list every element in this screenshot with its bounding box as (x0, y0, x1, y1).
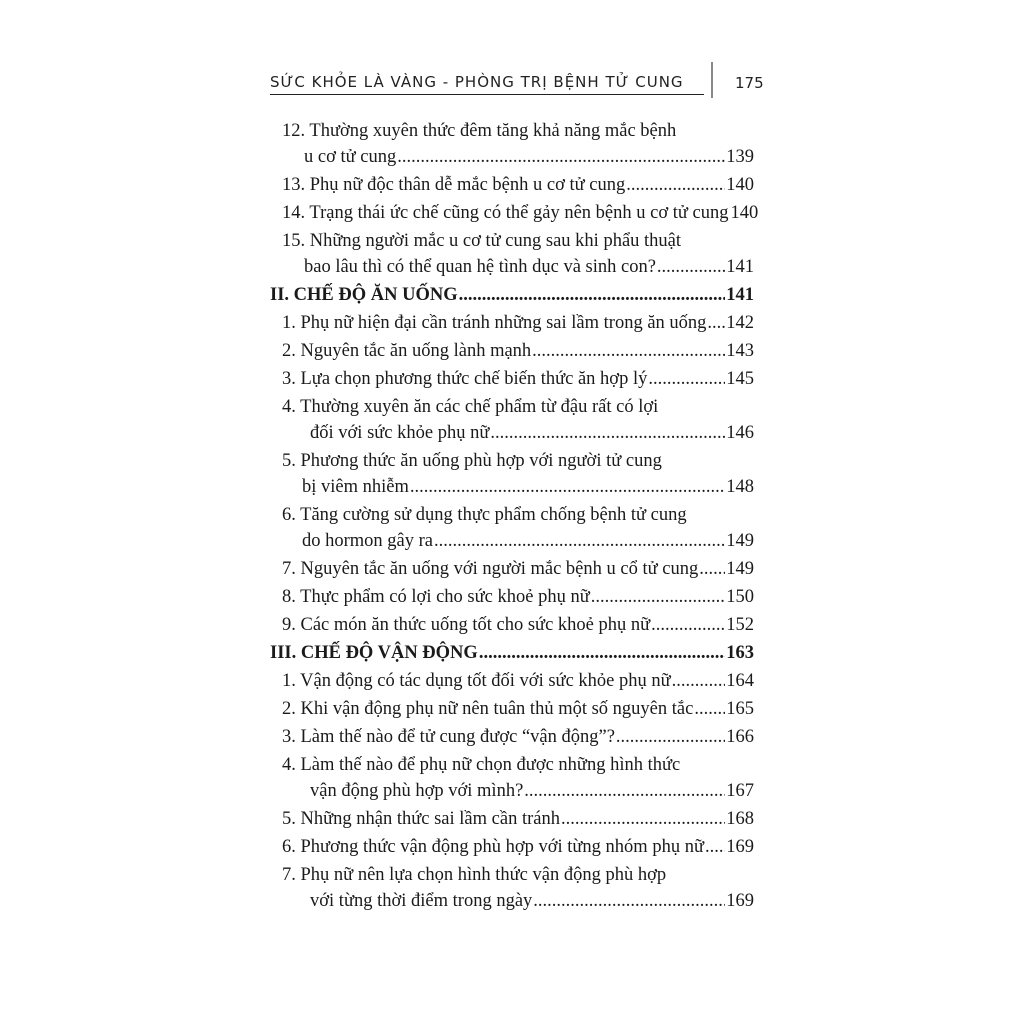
toc-entry-text: 8. Thực phẩm có lợi cho sức khoẻ phụ nữ (282, 587, 590, 607)
section-heading-text: III. CHẾ ĐỘ VẬN ĐỘNG (270, 643, 478, 663)
toc-entry-text: 6. Phương thức vận động phù hợp với từng nhóm phụ nữ (282, 837, 704, 857)
dot-leader (616, 724, 725, 750)
toc-entry (270, 118, 754, 172)
toc-page-number: 142 (726, 313, 754, 333)
toc-entry-text: 14. Trạng thái ức chế cũng có thể gảy nên bệnh u cơ tử cung (282, 203, 729, 223)
dot-leader (434, 528, 725, 554)
toc-entry (270, 200, 759, 228)
toc-entry-text: 1. Phụ nữ hiện đại cần tránh những sai lầm trong ăn uống (282, 313, 707, 333)
toc-entry (270, 172, 754, 200)
toc-entry (270, 584, 754, 612)
toc-page-number: 166 (726, 727, 754, 747)
toc-entry (270, 806, 754, 834)
toc-page-number: 167 (726, 781, 754, 801)
toc-entry-text: bị viêm nhiễm (302, 477, 409, 497)
toc-entry (270, 448, 754, 502)
toc-page-number: 169 (726, 891, 754, 911)
toc-entry-text: vận động phù hợp với mình? (310, 781, 524, 801)
toc-entry (270, 556, 754, 584)
toc-page-number: 140 (726, 175, 754, 195)
toc-entry-text: 7. Nguyên tắc ăn uống với người mắc bệnh u cổ tử cung (282, 559, 699, 579)
toc-entry-text: 13. Phụ nữ độc thân dễ mắc bệnh u cơ tử cung (282, 175, 626, 195)
dot-leader (532, 338, 725, 364)
toc-entry (270, 228, 754, 282)
dot-leader (524, 778, 725, 804)
toc-entry-text: 6. Tăng cường sử dụng thực phẩm chống bệnh tử cung (282, 505, 687, 525)
header-divider (711, 62, 713, 98)
toc-entry (270, 612, 754, 640)
dot-leader (705, 834, 725, 860)
toc-entry-text: 9. Các món ăn thức uống tốt cho sức khoẻ phụ nữ (282, 615, 651, 635)
toc-entry (270, 862, 754, 916)
dot-leader (648, 366, 725, 392)
toc-entry (270, 668, 754, 696)
toc-entry (270, 696, 754, 724)
dot-leader (672, 668, 726, 694)
dot-leader (694, 696, 725, 722)
toc-entry-text: 5. Phương thức ăn uống phù hợp với người tử cung (282, 451, 662, 471)
toc-entry (270, 752, 754, 806)
toc-page-number: 145 (726, 369, 754, 389)
dot-leader (533, 888, 725, 914)
toc-page-number: 164 (726, 671, 754, 691)
toc-section-heading (270, 640, 754, 668)
dot-leader (626, 172, 725, 198)
toc-entry-text: 4. Thường xuyên ăn các chế phẩm từ đậu rất có lợi (282, 397, 659, 417)
toc-page-number: 149 (726, 559, 754, 579)
dot-leader (707, 310, 725, 336)
toc-entry-text: 3. Làm thế nào để tử cung được “vận động”? (282, 727, 615, 747)
toc-entry (270, 366, 754, 394)
toc-entry-text: bao lâu thì có thể quan hệ tình dục và sinh con? (304, 257, 656, 277)
toc-entry-text: do hormon gây ra (302, 531, 434, 551)
toc-entry-text: 5. Những nhận thức sai lầm cần tránh (282, 809, 560, 829)
toc-entry-text: 7. Phụ nữ nên lựa chọn hình thức vận động phù hợp (282, 865, 667, 885)
toc-page-number: 141 (726, 257, 754, 277)
toc-page-number: 140 (730, 203, 759, 223)
page-number: 175 (735, 74, 764, 92)
toc-page-number: 163 (726, 643, 754, 663)
table-of-contents (270, 118, 759, 916)
toc-entry-text: 2. Khi vận động phụ nữ nên tuân thủ một số nguyên tắc (282, 699, 694, 719)
toc-entry (270, 724, 754, 752)
toc-entry (270, 310, 754, 338)
dot-leader (459, 282, 726, 308)
toc-page-number: 143 (726, 341, 754, 361)
toc-entry (270, 338, 754, 366)
running-header (270, 66, 704, 95)
toc-page-number: 152 (726, 615, 754, 635)
toc-page-number: 168 (726, 809, 754, 829)
dot-leader (561, 806, 725, 832)
dot-leader (397, 144, 725, 170)
toc-page-number: 141 (726, 285, 754, 305)
toc-page-number: 146 (726, 423, 754, 443)
toc-entry-text: với từng thời điểm trong ngày (310, 891, 533, 911)
dot-leader (479, 640, 725, 666)
header-title: SỨC KHỎE LÀ VÀNG - PHÒNG TRỊ BỆNH TỬ CUNG (270, 73, 684, 91)
toc-entry-text: 3. Lựa chọn phương thức chế biến thức ăn hợp lý (282, 369, 648, 389)
toc-page-number: 139 (726, 147, 754, 167)
toc-entry (270, 394, 754, 448)
toc-page-number: 165 (726, 699, 754, 719)
dot-leader (699, 556, 725, 582)
section-heading-text: II. CHẾ ĐỘ ĂN UỐNG (270, 285, 458, 305)
toc-entry-text: 12. Thường xuyên thức đêm tăng khả năng mắc bệnh (282, 121, 677, 141)
toc-entry (270, 502, 754, 556)
dot-leader (651, 612, 725, 638)
toc-entry (270, 834, 754, 862)
toc-entry-text: 1. Vận động có tác dụng tốt đối với sức khỏe phụ nữ (282, 671, 671, 691)
toc-entry-text: 2. Nguyên tắc ăn uống lành mạnh (282, 341, 532, 361)
dot-leader (591, 584, 726, 610)
toc-entry-text: 15. Những người mắc u cơ tử cung sau khi phẩu thuật (282, 231, 682, 251)
toc-page-number: 149 (726, 531, 754, 551)
toc-page-number: 169 (726, 837, 754, 857)
dot-leader (410, 474, 725, 500)
toc-entry-text: u cơ tử cung (304, 147, 397, 167)
dot-leader (657, 254, 725, 280)
dot-leader (490, 420, 725, 446)
toc-entry-text: 4. Làm thế nào để phụ nữ chọn được những hình thức (282, 755, 681, 775)
toc-section-heading (270, 282, 754, 310)
toc-page-number: 150 (726, 587, 754, 607)
toc-entry-text: đối với sức khỏe phụ nữ (310, 423, 490, 443)
toc-page-number: 148 (726, 477, 754, 497)
